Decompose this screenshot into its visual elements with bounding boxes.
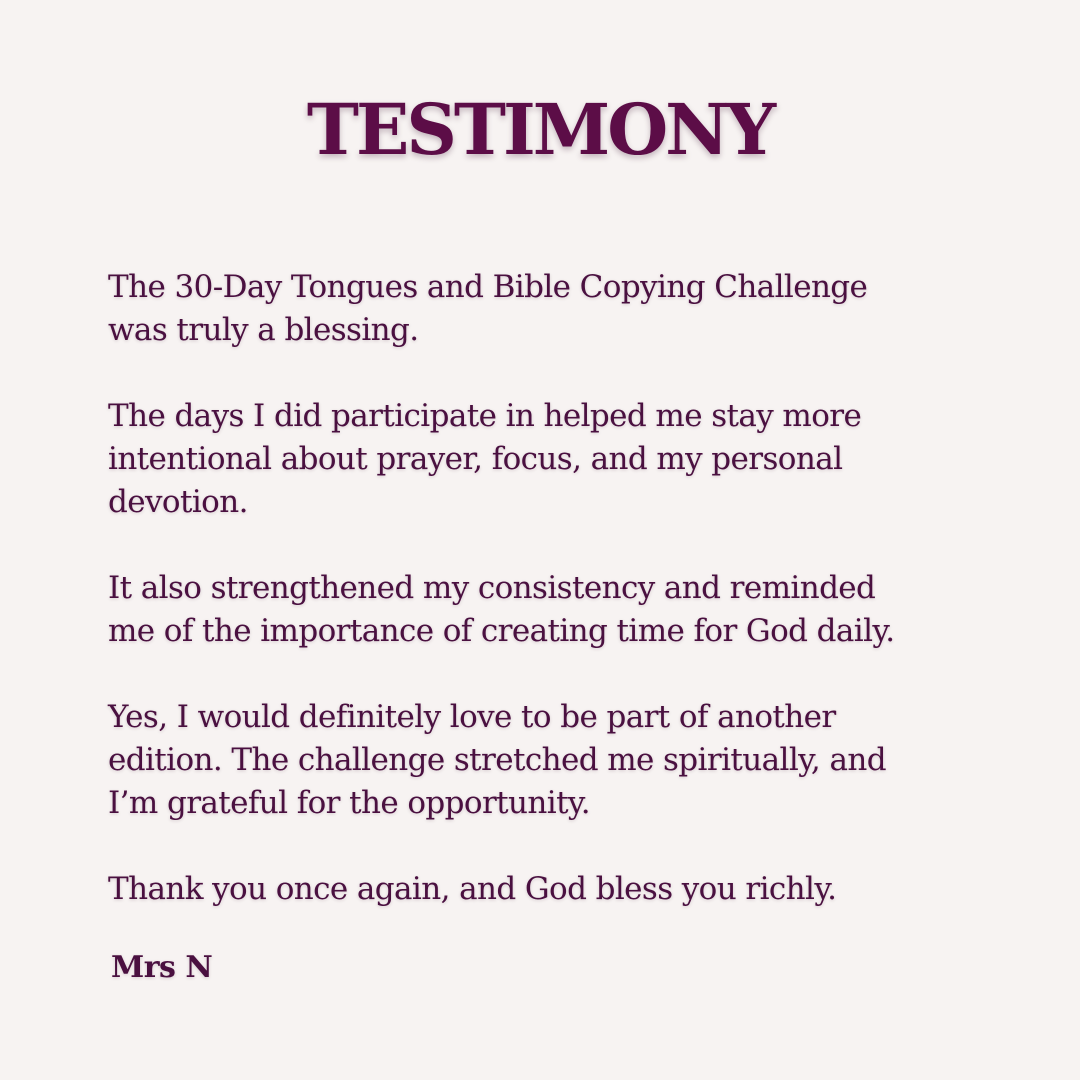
paragraph-line: me of the importance of creating time for God daily.: [108, 613, 895, 649]
page-title: TESTIMONY: [306, 88, 774, 171]
paragraph-line: devotion.: [108, 484, 248, 520]
paragraph-2: [108, 395, 988, 524]
paragraph-line: was truly a blessing.: [108, 312, 419, 348]
paragraph-3: [108, 567, 988, 653]
paragraph-1: [108, 266, 988, 352]
paragraph-line: The 30-Day Tongues and Bible Copying Challenge: [108, 269, 868, 305]
paragraph-line: intentional about prayer, focus, and my personal: [108, 441, 843, 477]
testimony-body: [108, 266, 988, 954]
paragraph-line: It also strengthened my consistency and reminded: [108, 570, 876, 606]
paragraph-line: Yes, I would definitely love to be part of another: [108, 699, 836, 735]
paragraph-line: edition. The challenge stretched me spiritually, and: [108, 742, 886, 778]
paragraph-4: [108, 696, 988, 825]
paragraph-line: I’m grateful for the opportunity.: [108, 785, 590, 821]
paragraph-line: The days I did participate in helped me stay more: [108, 398, 862, 434]
signature: Mrs N: [111, 950, 213, 985]
paragraph-line: Thank you once again, and God bless you richly.: [108, 871, 837, 907]
paragraph-5: [108, 868, 988, 911]
